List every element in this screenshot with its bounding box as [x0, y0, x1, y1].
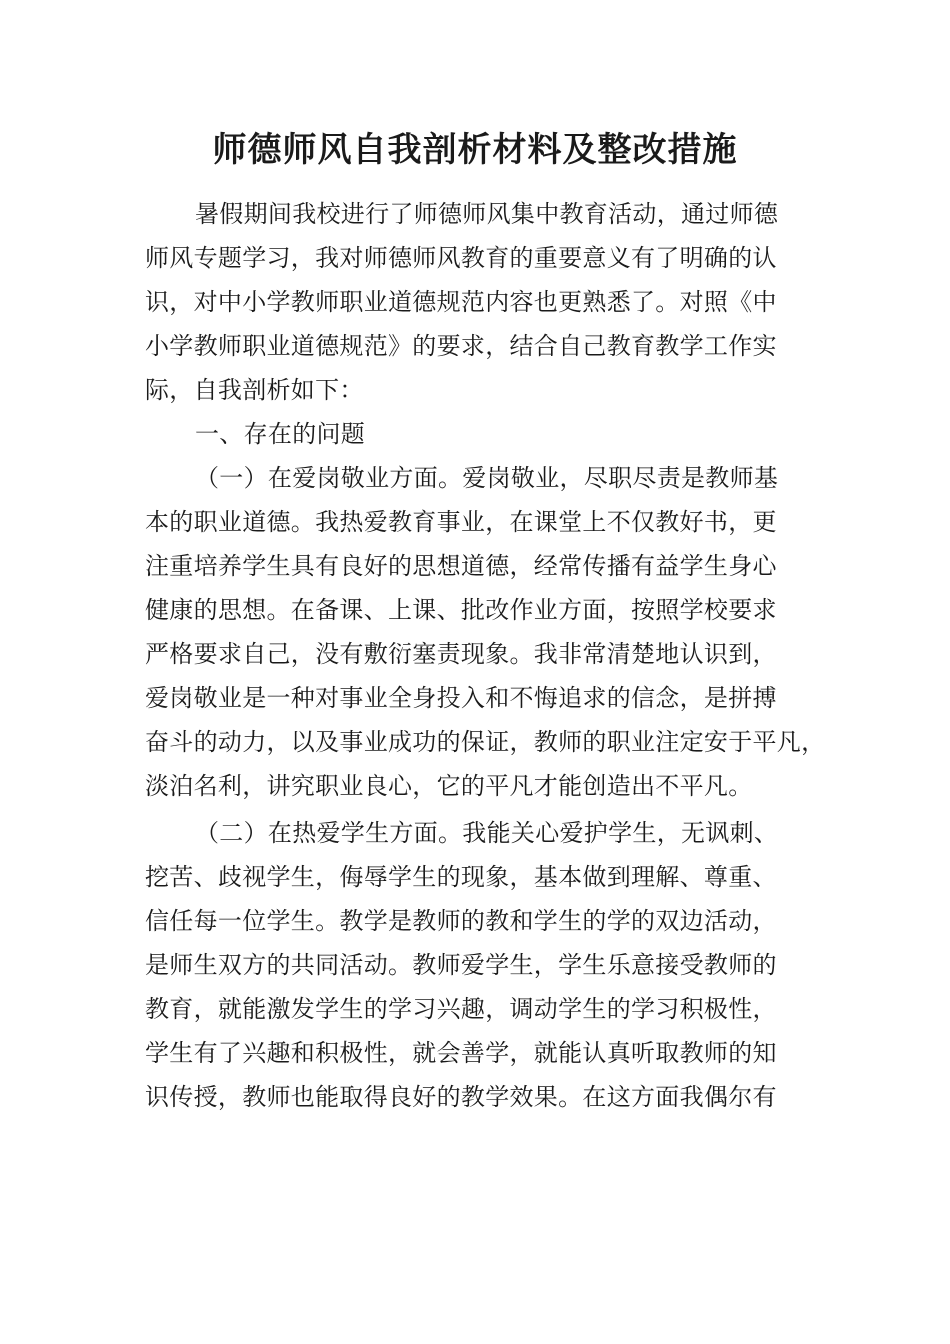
text-line: 识，对中小学教师职业道德规范内容也更熟悉了。对照《中: [145, 288, 777, 316]
text-line: 本的职业道德。我热爱教育事业，在课堂上不仅教好书，更: [145, 508, 777, 536]
text-line: 淡泊名利，讲究职业良心，它的平凡才能创造出不平凡。: [145, 772, 753, 800]
document-title: 师德师风自我剖析材料及整改措施: [212, 130, 738, 170]
text-line: 学生有了兴趣和积极性，就会善学，就能认真听取教师的知: [145, 1039, 777, 1067]
text-line: （一）在爱岗敬业方面。爱岗敬业，尽职尽责是教师基: [195, 464, 779, 492]
text-line: 教育，就能激发学生的学习兴趣，调动学生的学习积极性，: [145, 995, 777, 1023]
text-line: 是师生双方的共同活动。教师爱学生，学生乐意接受教师的: [145, 951, 777, 979]
section-heading: 一、存在的问题: [195, 420, 366, 448]
text-line: 注重培养学生具有良好的思想道德，经常传播有益学生身心: [145, 552, 777, 580]
text-line: 小学教师职业道德规范》的要求，结合自己教育教学工作实: [145, 332, 777, 360]
text-line: 挖苦、歧视学生，侮辱学生的现象，基本做到理解、尊重、: [145, 863, 777, 891]
text-line: 暑假期间我校进行了师德师风集中教育活动，通过师德: [195, 200, 779, 228]
text-line: 奋斗的动力，以及事业成功的保证，教师的职业注定安于平凡，: [145, 728, 826, 756]
text-line: 际，自我剖析如下：: [145, 376, 364, 404]
text-line: （二）在热爱学生方面。我能关心爱护学生，无讽刺、: [195, 819, 779, 847]
text-line: 爱岗敬业是一种对事业全身投入和不悔追求的信念，是拼搏: [145, 684, 777, 712]
text-line: 识传授，教师也能取得良好的教学效果。在这方面我偶尔有: [145, 1083, 777, 1111]
text-line: 师风专题学习，我对师德师风教育的重要意义有了明确的认: [145, 244, 777, 272]
text-line: 严格要求自己，没有敷衍塞责现象。我非常清楚地认识到，: [145, 640, 777, 668]
text-line: 信任每一位学生。教学是教师的教和学生的学的双边活动，: [145, 907, 777, 935]
text-line: 健康的思想。在备课、上课、批改作业方面，按照学校要求: [145, 596, 777, 624]
